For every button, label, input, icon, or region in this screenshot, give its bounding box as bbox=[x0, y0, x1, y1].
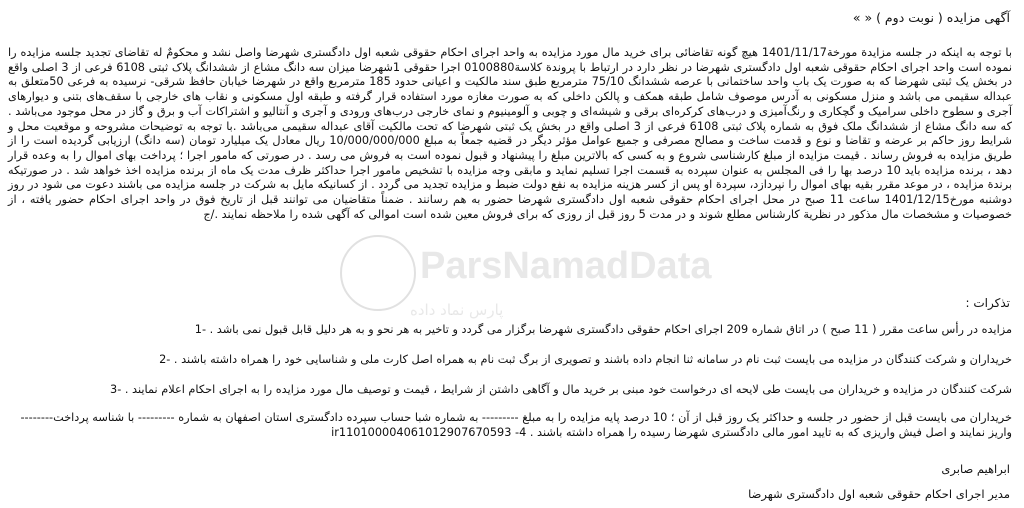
notice-body: با توجه به اینکه در جلسه مزایدة مورخة1401/11/17 هیچ گونه تقاضائی برای خرید مال مورد مزایده به واحد اجرای احکام حقوقی شعبه اول دادگستری شهرضا واصل نشد و محکومٌ له تقاضای تجدید جلسه مزایده را نموده است واحد اجرای احکام حقوقی شعبه اول دادگستری شهرضا در نظر دارد در ارتباط با پروندة کلاسة0100880 اجرا حقوقی 1شهرضا میزان سه دانگ مشاع از ششدانگ پلاک ثبتی 6108 فرعی از 3 اصلی واقع در بخش یک ثبتی شهرضا که به صورت یک باب واحد ساختمانی با عرصه ششدانگ 75/10 مترمربع طبق سند مالکیت و اعیانی حدود 185 مترمربع واقع در شهرضا خیابان حافظ شرقی- نرسیده به فرعی 50متعلق به عبداله سقیمی می باشد و منزل مسکونی به آدرس موصوف شامل طبقه همکف و پالکن داخلی که به صورت مغازه مورد استفاده قرار گرفته و طبقه اول مسکونی و نقاب های خارجی با سقف‌های بتنی و دیوارهای آجری و سطوح داخلی سرامیک و گچکاری و رنگ‌آمیزی و درب‌های کرکره‌ای برقی و شیشه‌ای و چوبی و آلومینیوم و نمای خارجی درب‌های ورودی و آجری و آنتالیو و اشتراکات آب و برق و گاز در محل موجود می‌باشد . که سه دانگ مشاع از ششدانگ ملک فوق به شماره پلاک ثبتی 6108 فرعی از 3 اصلی واقع در بخش یک ثبتی شهرضا که تحت مالکیت آقای عبداله سقیمی می‌باشد .با توجه به توضیحات مشروحه و موقعیت محل و شرایط روز حاکم بر عرضه و تقاضا و نوع و قدمت ساخت و مصالح مصرفی و جمیع عوامل مؤثر دیگر در قضیه جمعاً به مبلغ 10/000/000/000 ریال معادل یک میلیارد تومان (سه دانگ) ارزیابی گردیده است را از طریق مزایده به فروش رساند . قیمت مزایده از مبلغ کارشناسی شروع و به کسی که بالاترین مبلغ را پیشنهاد و قبول نموده است به فروش می رسد . در صورتی که مامور اجرا ؛ پرداخت بهای اموال را به وعده قرار دهد ، برنده مزایده باید 10 درصد بها را فی المجلس به عنوان سپرده به قسمت اجرا تسلیم نماید و مابقی وجه مزایده با تشخیص مامور اجرا حداکثر ظرف مدت یک ماه از برنده مزایده اخذ خواهد شد . در صورتیکه برندة مزایده ، در موعد مقرر بقیه بهای اموال را نپردازد، سپردة او پس از کسر هزینه مزایده به نفع دولت ضبط و مزایده تجدید می گردد . از کسانیکه مایل به شرکت در جلسه مزایده می باشند دعوت می شود در روز دوشنبه مورخ1401/12/15 ساعت 11 صبح در محل اجرای احکام حقوقی شعبه اول دادگستری شهرضا حضور به هم رسانند . ضمناً متقاضیان می توانند قبل از تاریخ فوق در واحد اجرای احکام حضور یافته ، از خصوصیات و مشخصات مال مذکور در نظریة کارشناس مطلع شوند و در مدت 5 روز قبل از روزی که برای فروش معین شده است اموالی که آگهی شده را ملاحظه نمایند ./ج bbox=[8, 46, 1013, 221]
watermark-subtext: پارس نماد داده bbox=[410, 301, 504, 319]
notes-heading: تذکرات : bbox=[965, 296, 1010, 310]
signatory-name: ابراهیم صابری bbox=[941, 462, 1010, 476]
note-item-2: خریداران و شرکت کنندگان در مزایده می بایست ثبت نام در سامانه ثنا انجام داده باشند و تصویری از برگ ثبت نام به همراه اصل کارت ملی و شناسایی خود را همراه داشته باشند . -2 bbox=[159, 353, 1012, 366]
note-item-1: مزایده در رأس ساعت مقرر ( 11 صبح ) در اتاق شماره 209 اجرای احکام حقوقی دادگستری شهرضا برگزار می گردد و تاخیر به هر نحو و به هر دلیل قابل قبول نمی باشد . -1 bbox=[194, 323, 1012, 336]
watermark-text: ParsNamadData bbox=[420, 245, 712, 287]
note-item-4: خریداران می بایست قبل از حضور در جلسه و حداکثر یک روز قبل از آن ؛ 10 درصد پایه مزایده را به مبلغ --------- به شماره شبا حساب سپرده دادگستری استان اصفهان به شماره --------- با شناسه پرداخت-------- واریز نمایند و اصل فیش واریزی که به تایید امور مالی دادگستری شهرضا رسیده را همراه داشته باشند . ir110100004061012907670593 -4 bbox=[20, 411, 1012, 439]
signatory-role: مدیر اجرای احکام حقوقی شعبه اول دادگستری شهرضا bbox=[748, 487, 1010, 501]
note-item-3: شرکت کنندگان در مزایده و خریداران می بایست طی لایحه ای درخواست خود مبنی بر خرید مال و آگاهی داشتن از شرایط ، قیمت و توصیف مال مورد مزایده را به اجرای احکام اعلام نمایند . -3 bbox=[110, 383, 1012, 396]
notice-title: آگهی مزایده ( نوبت دوم ) « » bbox=[852, 10, 1010, 25]
